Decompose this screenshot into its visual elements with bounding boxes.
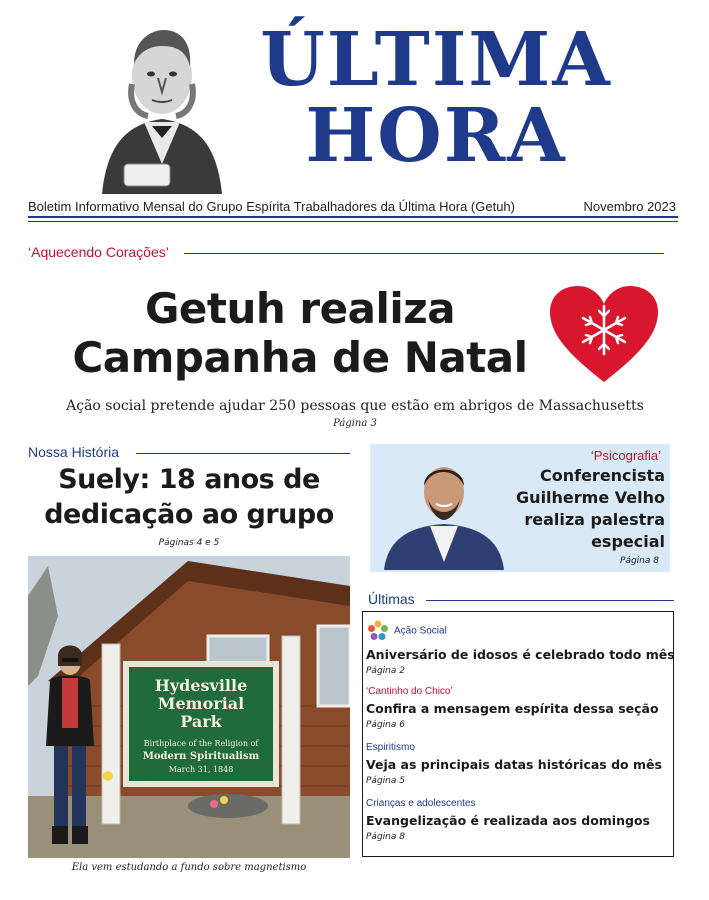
masthead-title xyxy=(236,17,636,179)
masthead-subtitle: Boletim Informativo Mensal do Grupo Espírita Trabalhadores da Última Hora (Getuh) xyxy=(28,199,515,214)
item-kicker: ‘Cantinho do Chico’ xyxy=(366,686,453,697)
lead-kicker-rule xyxy=(184,253,664,254)
lead-kicker: ‘Aquecendo Corações’ xyxy=(28,244,169,260)
item-kicker-text: Ação Social xyxy=(394,625,447,637)
masthead-title-line1: ÚLTIMA xyxy=(260,17,612,103)
list-item[interactable] xyxy=(366,619,675,676)
psicografia-headline-line2: Guilherme Velho xyxy=(516,488,665,507)
story-kicker: Nossa História xyxy=(28,444,120,460)
item-page-ref: Página 5 xyxy=(366,776,405,786)
item-title: Evangelização é realizada aos domingos xyxy=(366,813,650,828)
founder-portrait-illustration xyxy=(82,14,242,194)
story-headline-line2: dedicação ao grupo xyxy=(44,499,334,530)
item-kicker: Espiritismo xyxy=(366,742,415,753)
heart-snowflake-icon xyxy=(548,284,660,384)
item-title: Veja as principais datas históricas do mês xyxy=(366,757,662,772)
story-headline-line1: Suely: 18 anos de xyxy=(58,464,320,495)
masthead-rule xyxy=(28,216,678,218)
list-item[interactable] xyxy=(366,742,662,786)
story-page-ref[interactable]: Páginas 4 e 5 xyxy=(158,538,220,548)
list-item[interactable] xyxy=(366,798,650,842)
masthead-title-line2: HORA xyxy=(305,93,567,179)
sign-line2: Memorial xyxy=(157,694,245,713)
lead-headline-line1: Getuh realiza xyxy=(144,284,456,333)
item-page-ref: Página 2 xyxy=(366,666,405,676)
story-photo xyxy=(28,556,350,858)
story-kicker-rule xyxy=(136,453,350,454)
sign-line4: Birthplace of the Religion of xyxy=(143,739,259,748)
psicografia-page-ref[interactable]: Página 8 xyxy=(620,556,659,566)
flower-logo-icon xyxy=(366,619,390,643)
psicografia-headline-line3: realiza palestra xyxy=(524,510,665,529)
sign-line3: Park xyxy=(180,712,222,731)
item-title: Aniversário de idosos é celebrado todo mês xyxy=(366,647,675,662)
issue-date: Novembro 2023 xyxy=(583,199,676,214)
sign-line1: Hydesville xyxy=(154,676,248,695)
ultimas-kicker-rule xyxy=(426,600,674,601)
item-kicker: Crianças e adolescentes xyxy=(366,798,476,809)
lead-page-ref[interactable]: Página 3 xyxy=(333,418,377,429)
list-item[interactable] xyxy=(366,686,659,730)
item-title: Confira a mensagem espírita dessa seção xyxy=(366,701,659,716)
masthead-rule-thin xyxy=(28,221,678,222)
sign-line5: Modern Spiritualism xyxy=(142,751,260,762)
item-kicker xyxy=(366,619,675,643)
psicografia-headline[interactable] xyxy=(485,465,665,553)
sign-line6: March 31, 1848 xyxy=(168,765,234,774)
ultimas-kicker: Últimas xyxy=(368,591,415,607)
psicografia-kicker: ‘Psicografia’ xyxy=(590,448,661,463)
lead-headline[interactable] xyxy=(40,284,560,382)
lead-dek: Ação social pretende ajudar 250 pessoas que estão em abrigos de Massachusetts xyxy=(66,398,644,414)
lead-headline-line2: Campanha de Natal xyxy=(72,333,528,382)
photo-caption: Ela vem estudando a fundo sobre magnetismo xyxy=(71,862,307,873)
item-page-ref: Página 8 xyxy=(366,832,405,842)
story-headline[interactable] xyxy=(26,462,352,532)
psicografia-headline-line1: Conferencista xyxy=(539,466,665,485)
item-page-ref: Página 6 xyxy=(366,720,405,730)
psicografia-headline-line4: especial xyxy=(591,532,665,551)
